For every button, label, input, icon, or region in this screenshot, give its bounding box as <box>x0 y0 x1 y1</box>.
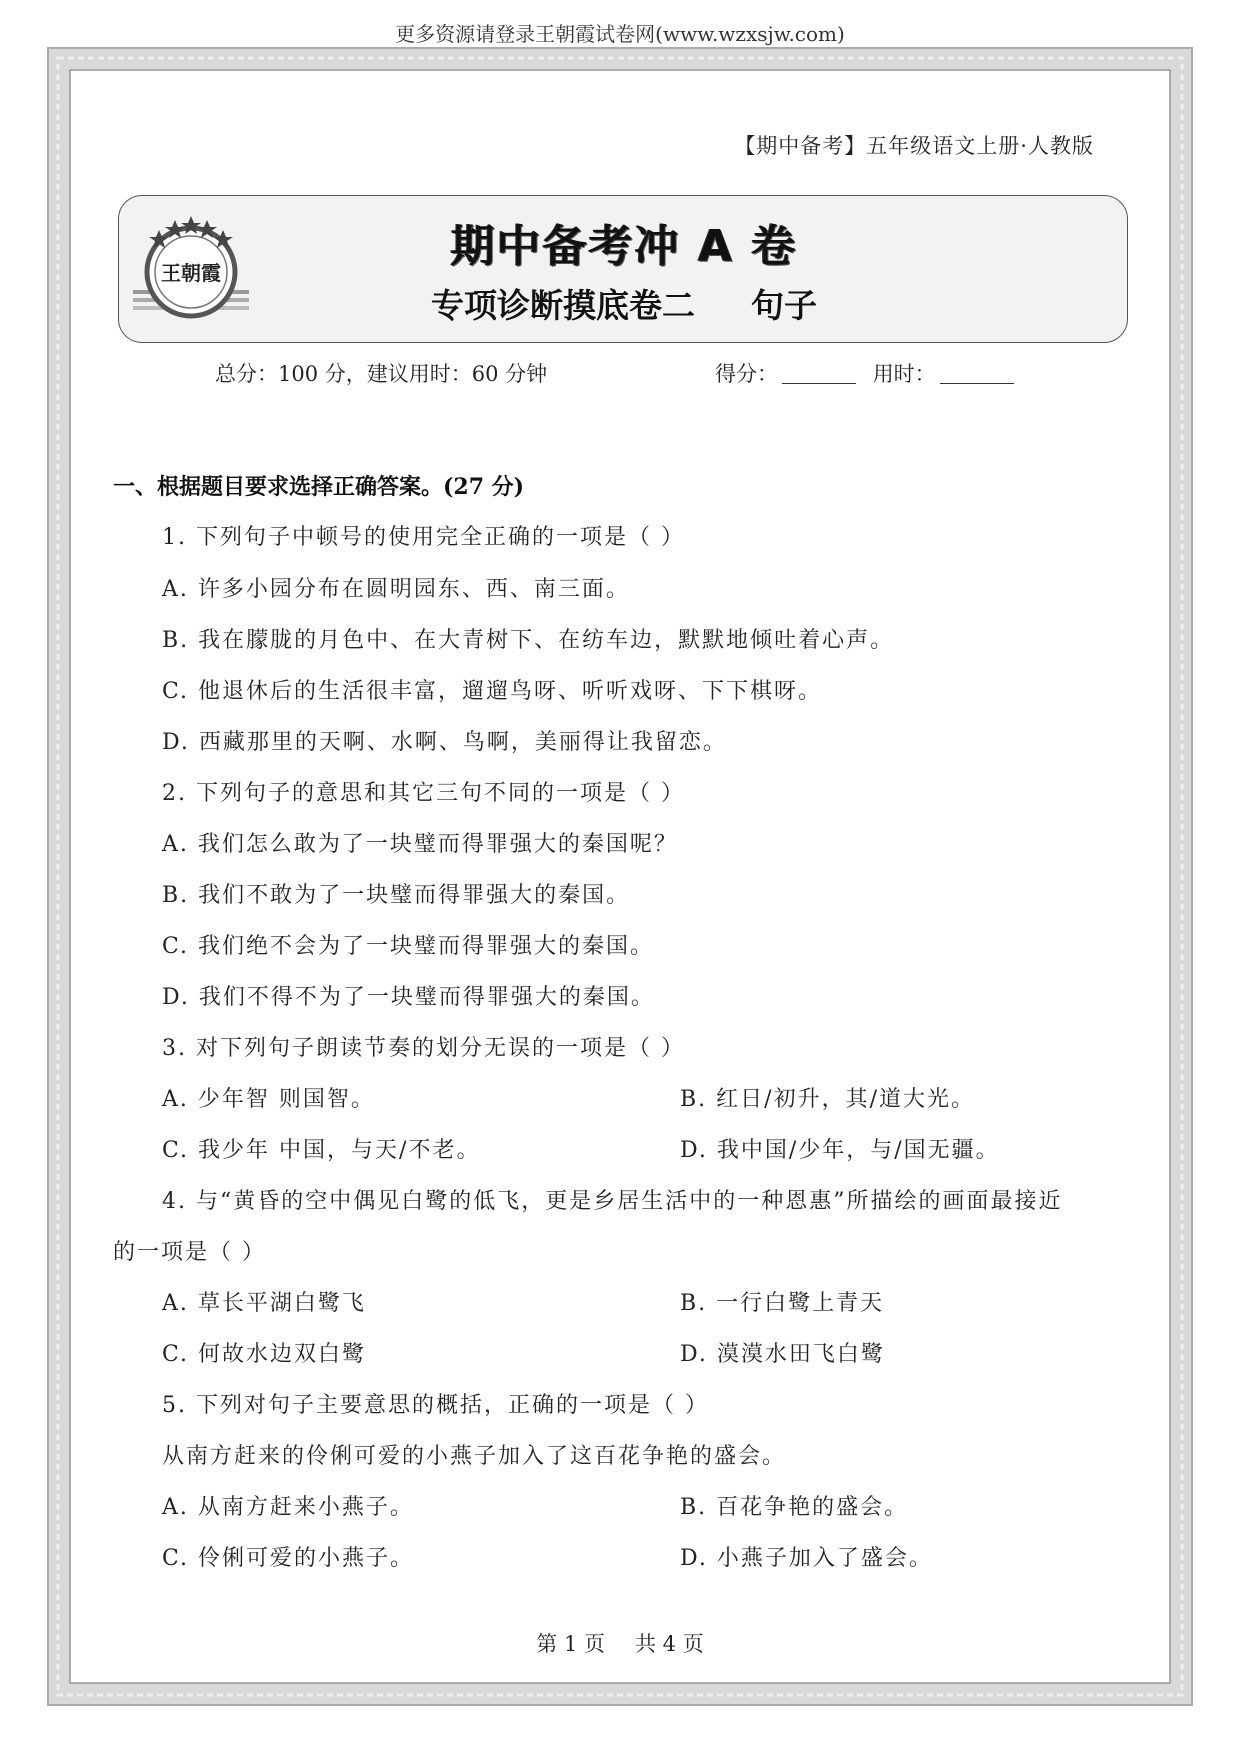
option-item: D. 小燕子加入了盛会。 <box>680 1546 933 1571</box>
option-item: D. 我中国/少年，与/国无疆。 <box>680 1138 1000 1163</box>
exam-main-title: 期中备考冲 A 卷 <box>450 221 798 272</box>
option-item: B. 百花争艳的盛会。 <box>680 1495 909 1520</box>
option-item: C. 我少年 中国，与天/不老。 <box>162 1138 481 1163</box>
option-item: D. 西藏那里的天啊、水啊、鸟啊，美丽得让我留恋。 <box>162 730 727 755</box>
sub-title-part1: 专项诊断摸底卷二 <box>431 286 695 325</box>
source-website-line: 更多资源请登录王朝霞试卷网(www.wzxsjw.com) <box>395 22 845 46</box>
question-stem: 3. 对下列句子朗读节奏的划分无误的一项是（ ） <box>162 1036 685 1061</box>
score-time-fields <box>715 358 1024 388</box>
page-number <box>0 1628 1240 1658</box>
exam-sub-title <box>119 280 1129 327</box>
question-sentence: 从南方赶来的伶俐可爱的小燕子加入了这百花争艳的盛会。 <box>162 1444 787 1469</box>
total-score-info: 总分：100 分，建议用时：60 分钟 <box>215 362 548 386</box>
section-heading: 一、根据题目要求选择正确答案。(27 分) <box>113 474 525 500</box>
option-item: A. 我们怎么敢为了一块璧而得罪强大的秦国呢？ <box>162 832 678 857</box>
option-item: C. 何故水边双白鹭 <box>162 1342 367 1367</box>
option-item: B. 我们不敢为了一块璧而得罪强大的秦国。 <box>162 883 631 908</box>
option-item: C. 他退休后的生活很丰富，遛遛鸟呀、听听戏呀、下下棋呀。 <box>162 679 823 704</box>
sub-title-part2: 句子 <box>751 286 817 325</box>
series-tag: 【期中备考】五年级语文上册·人教版 <box>734 134 1094 158</box>
total-pages: 共 4 页 <box>635 1632 704 1656</box>
question-stem: 1. 下列句子中顿号的使用完全正确的一项是（ ） <box>162 525 685 550</box>
option-item: D. 我们不得不为了一块璧而得罪强大的秦国。 <box>162 985 655 1010</box>
option-item: A. 许多小园分布在圆明园东、西、南三面。 <box>162 577 630 602</box>
question-stem: 5. 下列对句子主要意思的概括，正确的一项是（ ） <box>162 1393 709 1418</box>
option-item: C. 我们绝不会为了一块璧而得罪强大的秦国。 <box>162 934 655 959</box>
score-label: 得分： <box>715 362 778 386</box>
option-item: A. 草长平湖白鹭飞 <box>162 1291 366 1316</box>
question-stem-continued: 的一项是（ ） <box>113 1240 266 1265</box>
option-item: D. 漠漠水田飞白鹭 <box>680 1342 885 1367</box>
option-item: A. 少年智 则国智。 <box>162 1087 375 1112</box>
time-blank[interactable] <box>940 363 1014 384</box>
option-item: B. 红日/初升，其/道大光。 <box>680 1087 975 1112</box>
option-item: B. 一行白鹭上青天 <box>680 1291 885 1316</box>
title-box <box>118 195 1128 343</box>
question-stem: 2. 下列句子的意思和其它三句不同的一项是（ ） <box>162 781 685 806</box>
time-label: 用时： <box>872 362 936 386</box>
option-item: C. 伶俐可爱的小燕子。 <box>162 1546 415 1571</box>
current-page: 第 1 页 <box>536 1632 605 1656</box>
score-blank[interactable] <box>782 363 856 384</box>
svg-text:王朝霞: 王朝霞 <box>161 261 221 285</box>
option-item: B. 我在朦胧的月色中、在大青树下、在纺车边，默默地倾吐着心声。 <box>162 628 895 653</box>
question-stem: 4. 与“黄昏的空中偶见白鹭的低飞，更是乡居生活中的一种恩惠”所描绘的画面最接近 <box>162 1189 1063 1214</box>
option-item: A. 从南方赶来小燕子。 <box>162 1495 414 1520</box>
